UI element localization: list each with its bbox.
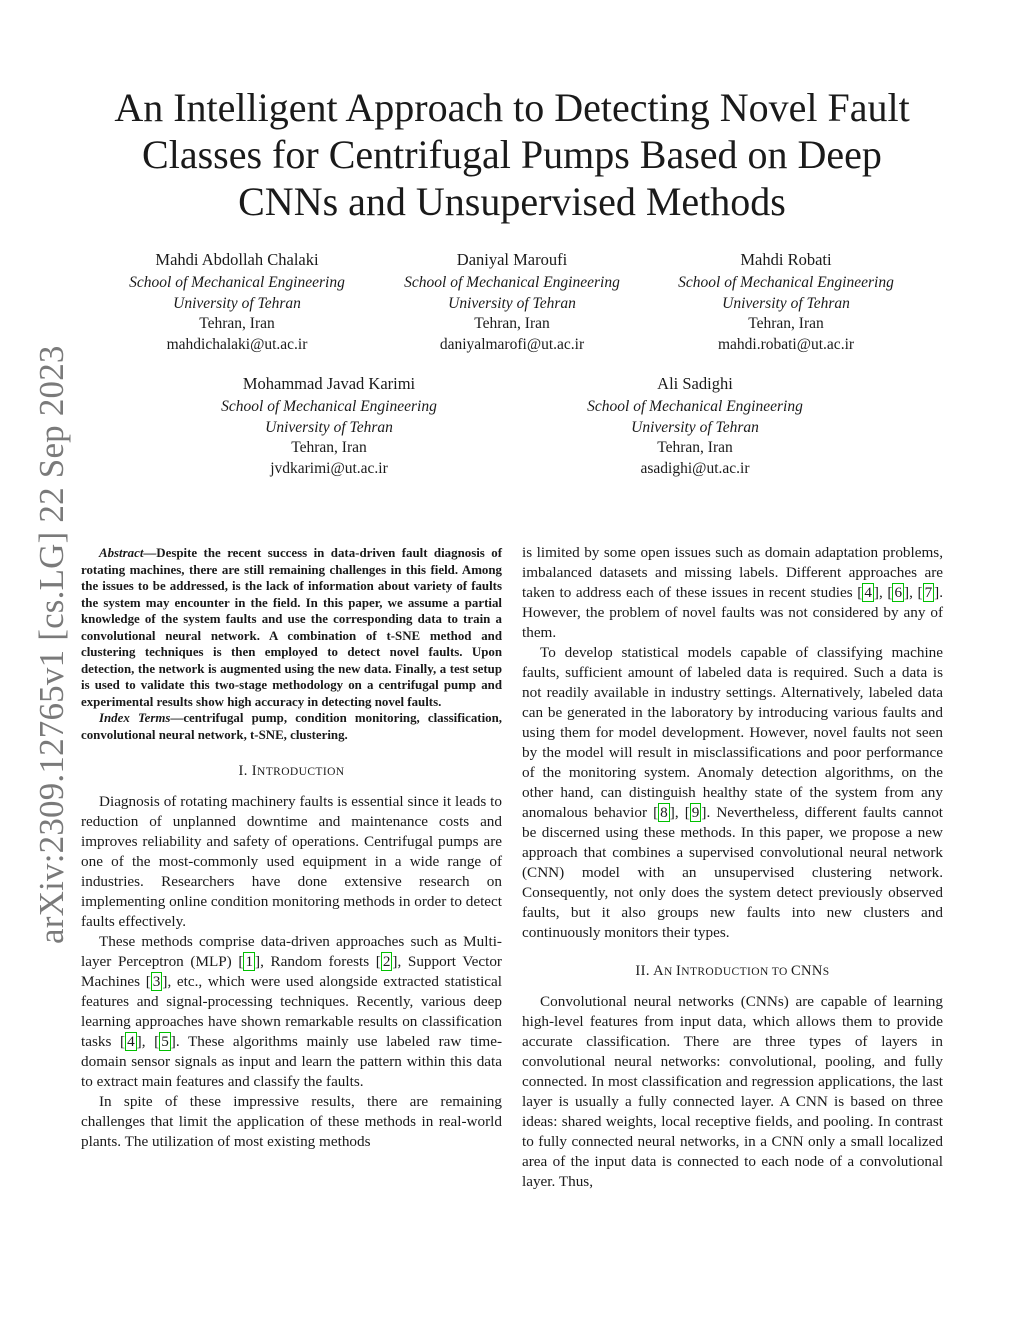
author-university: University of Tehran: [631, 418, 759, 436]
abstract: [81, 545, 502, 710]
citation-link[interactable]: 2: [382, 953, 391, 970]
author-email: daniyalmarofi@ut.ac.ir: [439, 336, 585, 354]
author-name: Mahdi Abdollah Chalaki: [155, 250, 319, 269]
author-department: School of Mechanical Engineering: [587, 398, 803, 415]
citation-link[interactable]: 4: [127, 1033, 135, 1050]
citation-link[interactable]: 9: [691, 804, 700, 821]
author-name: Daniyal Maroufi: [456, 250, 568, 269]
author-email: mahdi.robati@ut.ac.ir: [717, 336, 855, 354]
author-block: [106, 249, 368, 356]
author-department: School of Mechanical Engineering: [129, 274, 345, 291]
author-block: [198, 373, 460, 480]
index-terms-lead: Index Terms: [99, 711, 171, 725]
author-location: Tehran, Iran: [291, 439, 367, 457]
author-department: School of Mechanical Engineering: [404, 274, 620, 291]
citation-link[interactable]: 7: [924, 584, 933, 601]
abstract-lead: Abstract: [99, 546, 144, 560]
author-email: jvdkarimi@ut.ac.ir: [270, 460, 388, 478]
author-location: Tehran, Iran: [199, 315, 275, 333]
arxiv-stamp: arXiv:2309.12765v1 [cs.LG] 22 Sep 2023: [32, 345, 71, 944]
author-university: University of Tehran: [265, 418, 393, 436]
paragraph: To develop statistical models capable of classifying machine faults, sufficient amount of labeled data is required. Such a data is not readily available in industry settings. Alternatively, labeled data can be generated in the laboratory by introducing various faults and using them for model development. However, novel faults not seen by the model will result in misclassifications and poor performance of the monitoring system. Anomaly detection algorithms, on the other hand, can distinguish healthy state of the system from any anomalous behavior [ 8 ], [ 9 ]. Nevertheless, different faults cannot be discerned using these methods. In this paper, we propose a new approach that combines a supervised convolutional neural network (CNN) model with an unsupervised clustering network. Consequently, not only does the system detect previously observed faults, but it also groups new faults into new clusters and continuously monitors their types.: [522, 644, 944, 941]
author-location: Tehran, Iran: [657, 439, 733, 457]
author-university: University of Tehran: [448, 294, 576, 312]
title-line: CNNs and Unsupervised Methods: [238, 179, 786, 224]
index-terms-text: —centrifugal pump, condition monitoring, classification, convolutional neural network, t-SNE, clustering.: [81, 711, 502, 742]
author-department: School of Mechanical Engineering: [678, 274, 894, 291]
citation-link[interactable]: 6: [894, 584, 903, 601]
left-column: [81, 545, 502, 1152]
right-column: [522, 543, 943, 1192]
paragraph: Convolutional neural networks (CNNs) are capable of learning high-level features from input data, which allows them to provide accurate classification. There are three types of layers in convolutional neural networks: convolutional, pooling, and fully connected. In most classification and regression applications, the last layer is usually a fully connected layer. A CNN is based on three ideas: shared weights, local receptive fields, and pooling. In contrast to fully connected neural networks, in a CNN only a small localized area of the input data is connected to each node of a convolutional layer. Thus,: [522, 993, 943, 1190]
paragraph: These methods comprise data-driven approaches such as Multi-layer Perceptron (MLP) [ 1 ], Random forests [ 2 ], Support Vector Machines [ 3 ], etc., which were used alongside extracted statistical features and signal-processing techniques. Recently, various deep learning approaches have shown remarkable results on classification tasks [ 4 ], [ 5 ]. These algorithms mainly use labeled raw time-domain sensor signals as input and learn the pattern within this data to extract main features and classify the faults.: [81, 933, 503, 1090]
paragraph: In spite of these impressive results, there are remaining challenges that limit the application of these methods in real-world plants. The utilization of most existing methods: [81, 1093, 502, 1150]
title-line: An Intelligent Approach to Detecting Novel Fault: [114, 85, 910, 130]
section-heading-introduction: I. INTRODUCTION: [238, 763, 345, 779]
author-department: School of Mechanical Engineering: [221, 398, 437, 415]
citation-link[interactable]: 1: [245, 953, 254, 970]
index-terms: [81, 710, 502, 743]
paper-title: [90, 84, 934, 225]
paragraph: is limited by some open issues such as domain adaptation problems, imbalanced datasets and missing labels. Different approaches are taken to address each of these issues in recent studies [ 4 ], [ 6 ], [ 7 ]. However, the problem of novel faults was not considered by any of them.: [522, 544, 944, 641]
section-heading-cnns: II. AN INTRODUCTION TO CNNS: [635, 963, 830, 979]
author-block: [381, 249, 643, 356]
author-university: University of Tehran: [722, 294, 850, 312]
author-block: [655, 249, 917, 356]
author-location: Tehran, Iran: [748, 315, 824, 333]
title-line: Classes for Centrifugal Pumps Based on Deep: [142, 132, 882, 177]
author-location: Tehran, Iran: [474, 315, 550, 333]
abstract-text: —Despite the recent success in data-driven fault diagnosis of rotating machines, there are still remaining challenges in this field. Among the issues to be addressed, is the lack of information about variety of faults the system may encounter in the field. In this paper, we assume a partial knowledge of the system faults and use the corresponding data to train a convolutional neural network. A combination of t-SNE method and clustering techniques is then employed to detect novel faults. Upon detection, the network is augmented using the new data. Finally, a test setup is used to validate this two-stage methodology on a centrifugal pump and experimental results show high accuracy in detecting novel faults.: [81, 546, 502, 709]
citation-link[interactable]: 8: [660, 804, 668, 821]
author-email: asadighi@ut.ac.ir: [640, 460, 750, 478]
author-name: Mahdi Robati: [740, 250, 832, 269]
author-name: Ali Sadighi: [657, 374, 733, 393]
citation-link[interactable]: 5: [161, 1033, 169, 1050]
paragraph: Diagnosis of rotating machinery faults is essential since it leads to reduction of unplanned downtime and maintenance costs and improves reliability and safety of operations. Centrifugal pumps are one of the most-commonly used equipment in a wide range of industries. Researchers have done extensive research on implementing online condition monitoring methods in order to detect faults effectively.: [81, 793, 502, 930]
citation-link[interactable]: 4: [864, 584, 872, 601]
citation-link[interactable]: 3: [152, 973, 161, 990]
author-block: [564, 373, 826, 480]
author-email: mahdichalaki@ut.ac.ir: [166, 336, 308, 354]
author-name: Mohammad Javad Karimi: [242, 374, 416, 393]
author-university: University of Tehran: [173, 294, 301, 312]
